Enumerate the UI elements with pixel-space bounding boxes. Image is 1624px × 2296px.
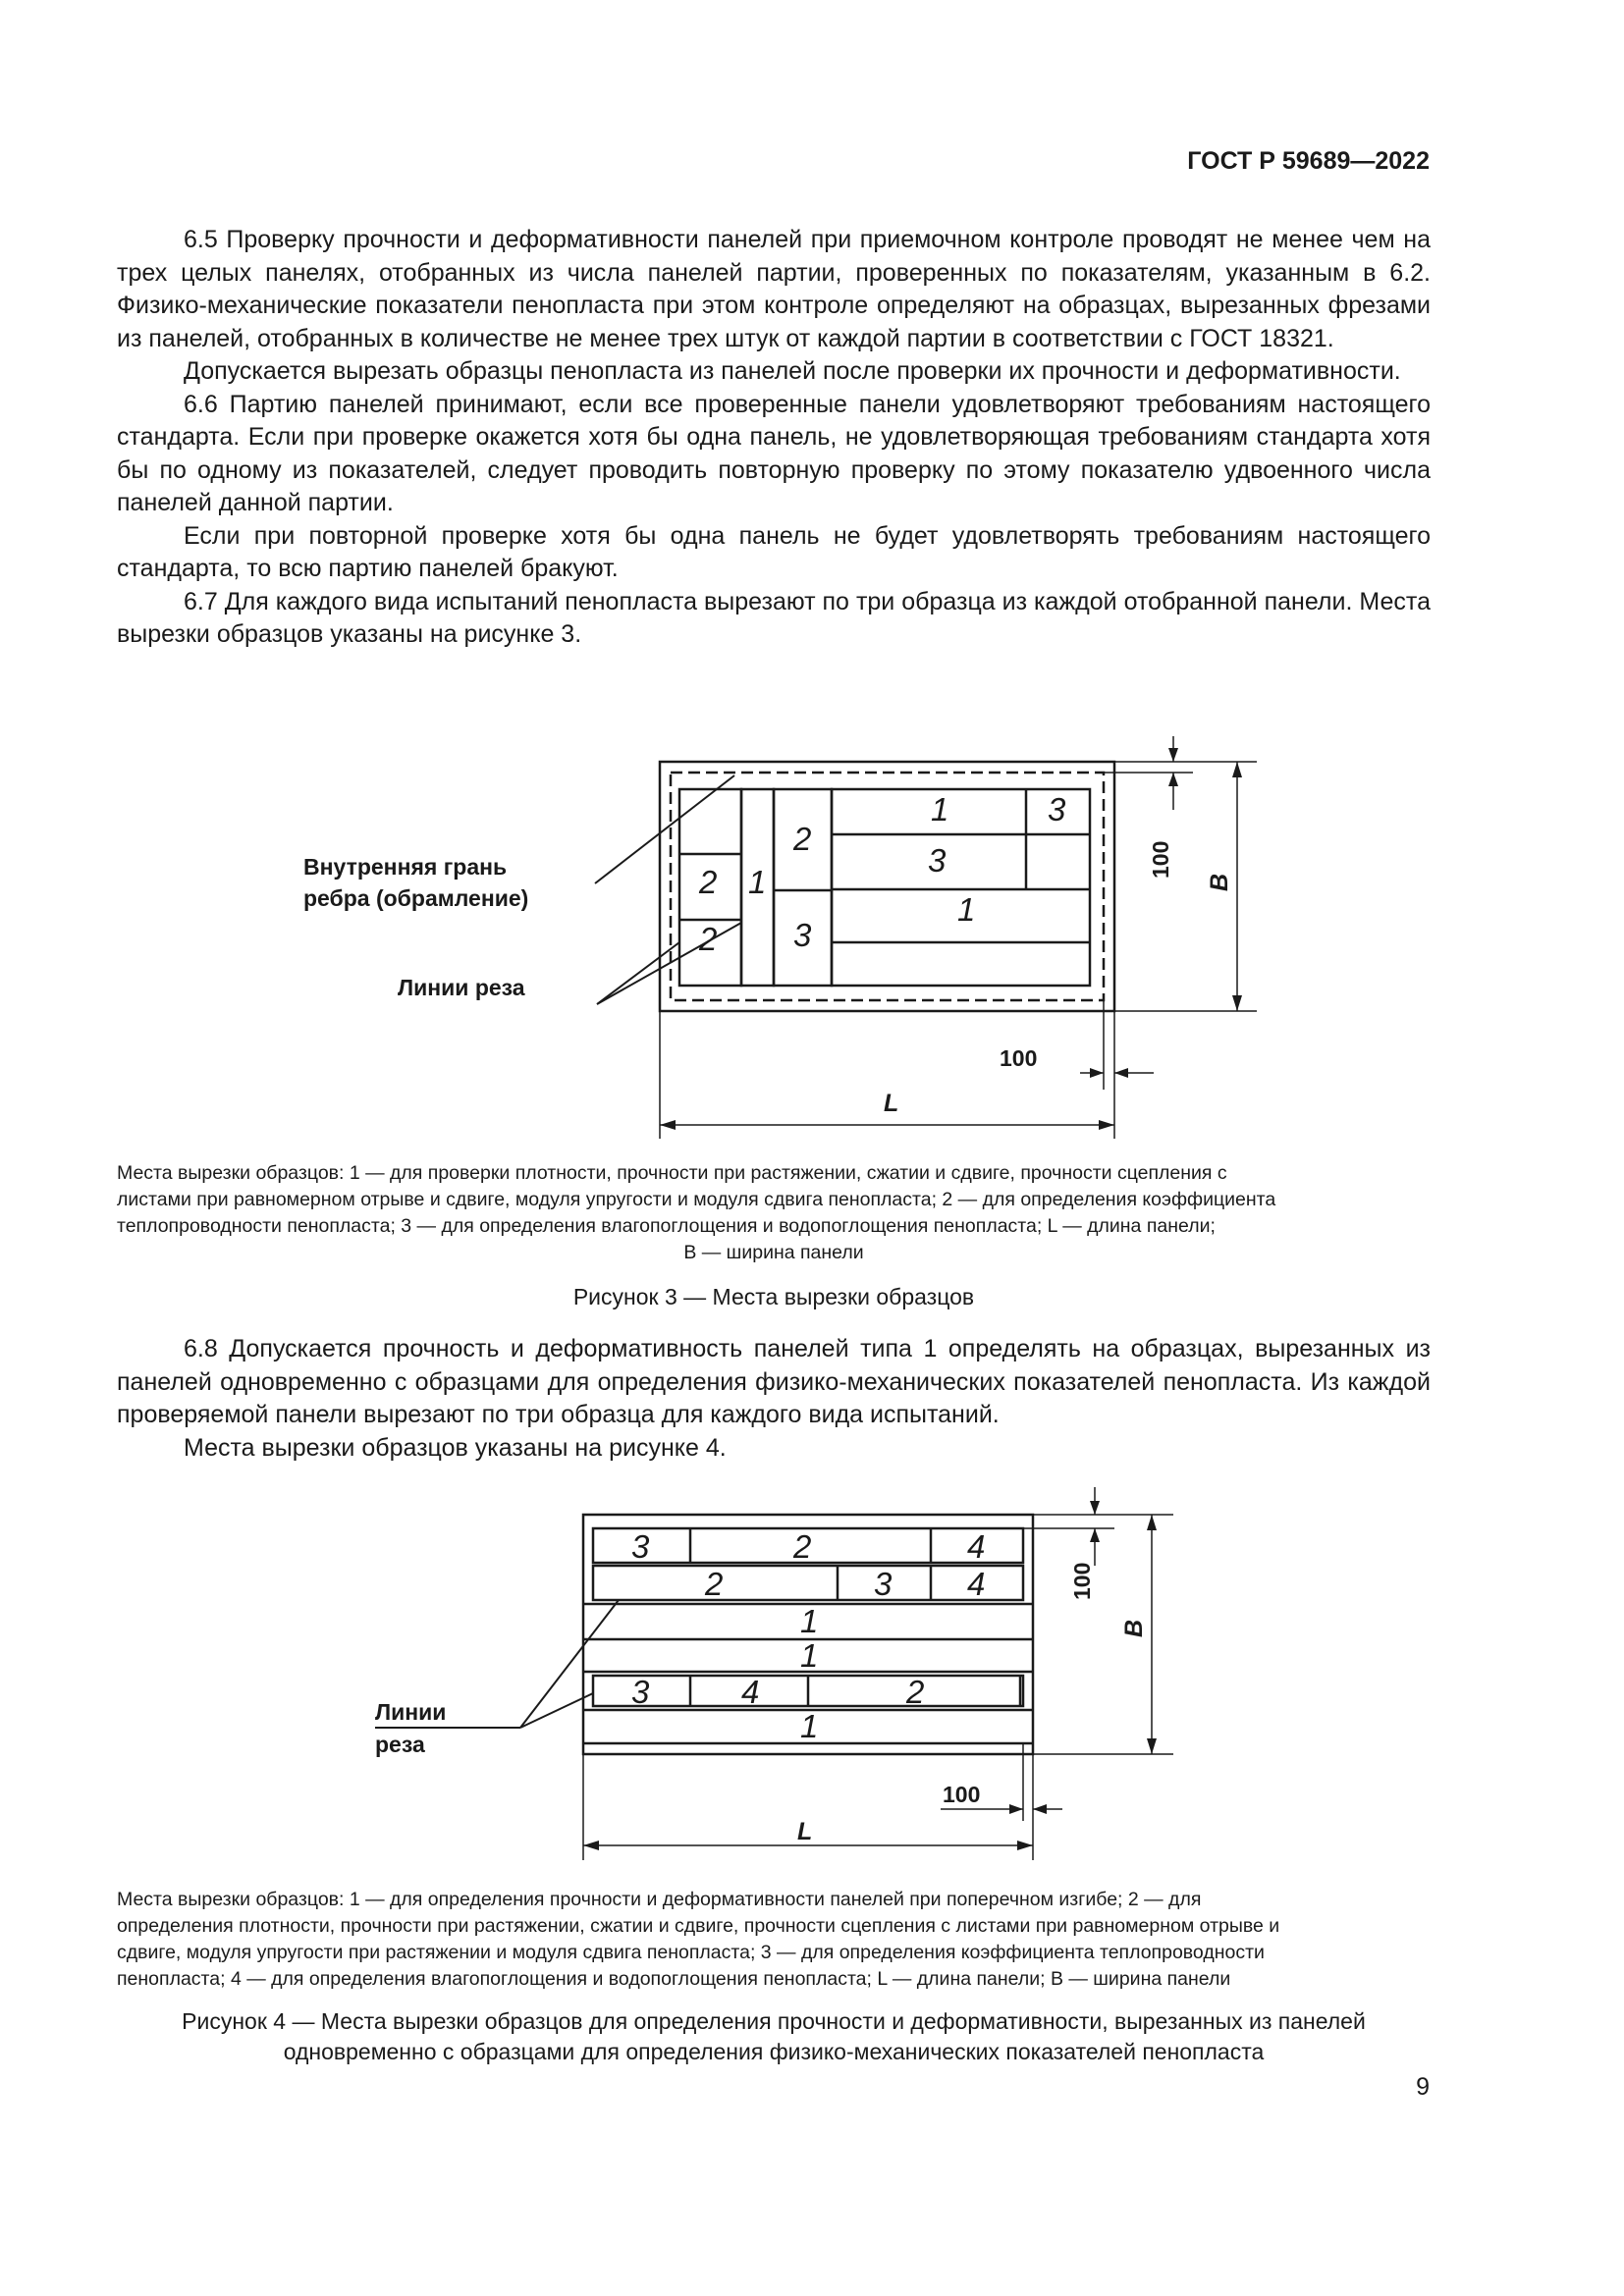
fig3-note-line: теплопроводности пенопласта; 3 — для определения влагопоглощения и водопоглощения пенопласта; L — длина панели; [117,1215,1216,1237]
fig4-note-line: определения плотности, прочности при растяжении, сжатии и сдвиге, прочности сцепления с листами при равномерном отрыве и [117,1915,1280,1937]
fig4-cell-2-r2: 2 [705,1566,724,1602]
section-text-1 [117,224,1431,652]
paragraph-allowed: Допускается вырезать образцы пенопласта из панелей после проверки их прочности и деформативности. [184,357,1401,385]
figure-4-note [117,1887,1431,1993]
paragraph-fig4-ref: Места вырезки образцов указаны на рисунке 4. [184,1433,727,1462]
fig3-cell-1-mid: 1 [957,891,976,928]
fig4-title-line-2: одновременно с образцами для определения физико-механических показателей пенопласта [283,2039,1265,2064]
paragraph-6-5: 6.5 Проверку прочности и деформативности панелей при приемочном контроле проводят не менее чем на трех целых панелях, отобранных из числа панелей партии, проверенных по показателям, указанным в 6.2. Физико-механические показатели пенопласта при этом контроле определяют на образцах, вырезанных фрезами из панелей, отобранных в количестве не менее трех штук от каждой партии в соответствии с ГОСТ 18321. [117,226,1431,352]
figure-4-title [117,2006,1431,2067]
figure-3-title: Рисунок 3 — Места вырезки образцов [572,1284,975,1309]
fig3-label-rib-1: Внутренняя грань [303,854,508,880]
fig3-panel-outline [660,762,1114,1011]
fig4-cell-4-r1: 4 [967,1528,986,1565]
fig4-note-line: Места вырезки образцов: 1 — для определения прочности и деформативности панелей при поперечном изгибе; 2 — для [117,1889,1202,1910]
fig3-rib-dashed [671,773,1104,1000]
fig3-cell-2-b: 2 [699,864,718,900]
fig3-note-line: Места вырезки образцов: 1 — для проверки плотности, прочности при растяжении, сжатии и сдвиге, прочности сцепления с [117,1162,1227,1184]
fig3-cell-1-top: 1 [931,791,949,828]
document-header: ГОСТ Р 59689—2022 [1187,147,1430,175]
paragraph-6-6: 6.6 Партию панелей принимают, если все проверенные панели удовлетворяют требованиям настоящего стандарта. Если при проверке окажется хотя бы одна панель, не удовлетворяющая требованиям стандарта хотя бы по одному из показателей, следует проводить повторную проверку по этому показателю удвоенного числа панелей данной партии. [117,390,1431,516]
fig4-dim-B: B [1120,1619,1148,1637]
paragraph-repeat-check: Если при повторной проверке хотя бы одна панель не будет удовлетворять требованиям настоящего стандарта, то всю партию панелей бракуют. [117,521,1431,582]
fig4-dim-100-right: 100 [1069,1562,1095,1600]
fig3-cell-3-mid: 3 [928,842,947,879]
fig4-cell-3-r2: 3 [874,1566,893,1602]
fig4-panel-outline [583,1515,1033,1754]
fig3-cell-2-a: 2 [793,821,812,857]
page-number: 9 [1416,2073,1430,2101]
fig3-note-line: листами при равномерном отрыве и сдвиге, модуля упругости и модуля сдвига пенопласта; 2 — для определения коэффициента [117,1189,1276,1210]
fig3-cell-3-low: 3 [793,917,812,953]
fig3-dim-L: L [884,1090,899,1117]
fig4-cell-2-r1: 2 [793,1528,812,1565]
fig4-cell-3-r5: 3 [631,1674,650,1710]
fig3-dim-100-bottom: 100 [1000,1045,1038,1071]
figure-3-note [117,1160,1431,1266]
fig4-dim-100-bottom: 100 [943,1782,981,1807]
fig3-dim-B: B [1206,873,1233,891]
fig4-cell-1-r3: 1 [800,1603,819,1639]
fig3-label-rib-2: ребра (обрамление) [303,885,529,911]
fig4-cell-3-r1: 3 [631,1528,650,1565]
fig4-title-line-1: Рисунок 4 — Места вырезки образцов для определения прочности и деформативности, вырезанных из панелей [182,2008,1366,2034]
fig4-cell-4-r2: 4 [967,1566,986,1602]
fig4-cell-4-r5: 4 [741,1674,760,1710]
fig4-note-line: пенопласта; 4 — для определения влагопоглощения и водопоглощения пенопласта; L — длина панели; B — ширина панели [117,1968,1231,1990]
fig4-note-line: сдвиге, модуля упругости при растяжении и модуля сдвига пенопласта; 3 — для определения коэффициента теплопроводности [117,1942,1265,1963]
fig3-cell-2-c: 2 [699,921,718,957]
paragraph-6-8: 6.8 Допускается прочность и деформативность панелей типа 1 определять на образцах, вырезанных из панелей одновременно с образцами для определения физико-механических показателей пенопласта. Из каждой проверяемой панели вырезают по три образца для каждого вида испытаний. [117,1335,1431,1428]
fig4-label-cuts-1: Линии [375,1699,447,1725]
fig4-label-cuts-2: реза [375,1732,425,1757]
fig4-cell-2-r5: 2 [906,1674,925,1710]
fig3-cell-3-top: 3 [1048,791,1066,828]
fig3-cell-1-vert: 1 [748,864,767,900]
fig4-cell-1-r6: 1 [800,1708,819,1744]
fig3-dim-100-right: 100 [1148,840,1173,879]
fig3-note-line: B — ширина панели [683,1242,864,1263]
paragraph-6-7: 6.7 Для каждого вида испытаний пенопласта вырезают по три образца из каждой отобранной панели. Места вырезки образцов указаны на рисунке 3. [117,587,1431,648]
fig3-label-cuts: Линии реза [398,975,525,1000]
fig4-dim-L: L [797,1818,813,1845]
fig4-cell-1-r4: 1 [800,1637,819,1674]
section-text-2 [117,1333,1431,1465]
